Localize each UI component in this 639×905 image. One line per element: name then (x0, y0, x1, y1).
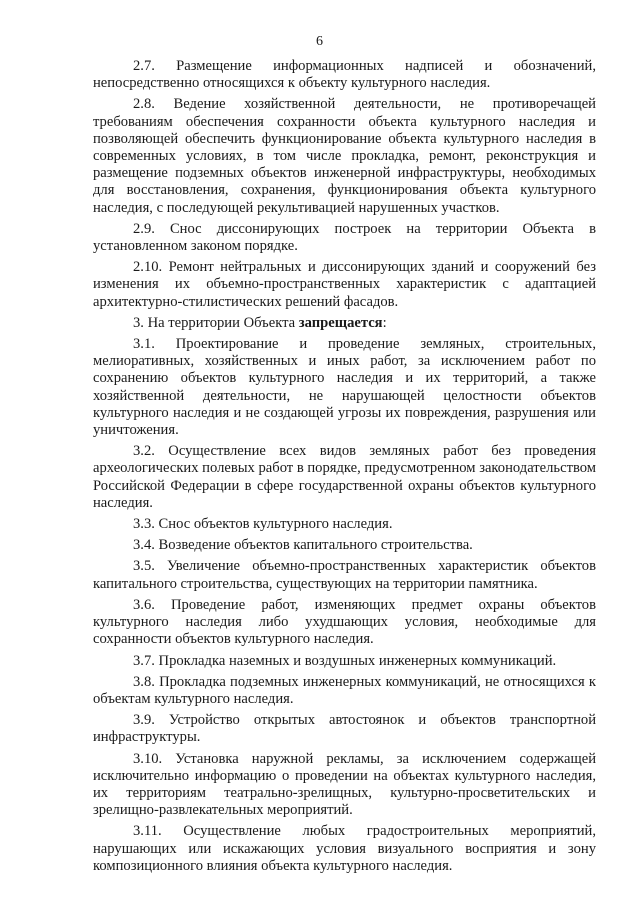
paragraph-2-7: 2.7. Размещение информационных надписей и обозначений, непосредственно относящихся к объекту культурного наследия. (93, 58, 596, 92)
paragraph-3-10: 3.10. Установка наружной рекламы, за исключением содержащей исключительно информацию о проведении на объектах культурного наследия, их территориям театрально-зрелищных, культурно-просветительских и зрелищно-развлекательных мероприятий. (93, 750, 596, 819)
paragraph-3-9: 3.9. Устройство открытых автостоянок и объектов транспортной инфраструктуры. (93, 712, 596, 746)
paragraph-3-1: 3.1. Проектирование и проведение земляных, строительных, мелиоративных, хозяйственных и иных работ, за исключением работ по сохранению объектов культурного наследия и их территорий, а также хозяйственной деятельности, не нарушающей целостности объектов культурного наследия и не создающей угрозы их повреждения, разрушения или уничтожения. (93, 336, 596, 439)
paragraph-3-3: 3.3. Снос объектов культурного наследия. (133, 516, 393, 533)
section-3-heading-bold: запрещается (298, 314, 383, 331)
section-3-heading (93, 315, 596, 332)
paragraph-3-4: 3.4. Возведение объектов капитального строительства. (133, 537, 473, 554)
paragraph-3-11: 3.11. Осуществление любых градостроительных мероприятий, нарушающих или искажающих условия визуального восприятия и зону композиционного влияния объекта культурного наследия. (93, 823, 596, 874)
page-number: 6 (316, 34, 323, 49)
paragraph-2-10: 2.10. Ремонт нейтральных и диссонирующих зданий и сооружений без изменения их объемно-пространственных характеристик с адаптацией архитектурно-стилистических решений фасадов. (93, 259, 596, 310)
paragraph-3-7: 3.7. Прокладка наземных и воздушных инженерных коммуникаций. (133, 652, 557, 669)
paragraph-3-6: 3.6. Проведение работ, изменяющих предмет охраны объектов культурного наследия либо ухудшающих условия, необходимые для сохранности объектов культурного наследия. (93, 596, 596, 648)
section-3-heading-text: 3. На территории Объекта (133, 314, 299, 331)
paragraph-3-8: 3.8. Прокладка подземных инженерных коммуникаций, не относящихся к объектам культурного наследия. (93, 673, 596, 707)
document-body (93, 58, 596, 879)
paragraph-2-9: 2.9. Снос диссонирующих построек на территории Объекта в установленном законом порядке. (93, 220, 596, 255)
paragraph-3-5: 3.5. Увеличение объемно-пространственных характеристик объектов капитального строительства, существующих на территории памятника. (93, 558, 596, 592)
section-3-heading-colon: : (382, 314, 387, 331)
paragraph-2-8: 2.8. Ведение хозяйственной деятельности, не противоречащей требованиям обеспечения сохранности объекта культурного наследия и позволяющей обеспечить функционирование объекта культурного наследия в современных условиях, в том числе прокладка, ремонт, реконструкция и размещение подземных объектов инженерной инфраструктуры, необходимых для восстановления, сохранения, функционирования объекта культурного наследия, с последующей рекультивацией нарушенных участков. (93, 96, 596, 216)
paragraph-3-2: 3.2. Осуществление всех видов земляных работ без проведения археологических полевых работ в порядке, предусмотренном законодательством Российской Федерации в сфере государственной охраны объектов культурного наследия. (93, 443, 596, 511)
